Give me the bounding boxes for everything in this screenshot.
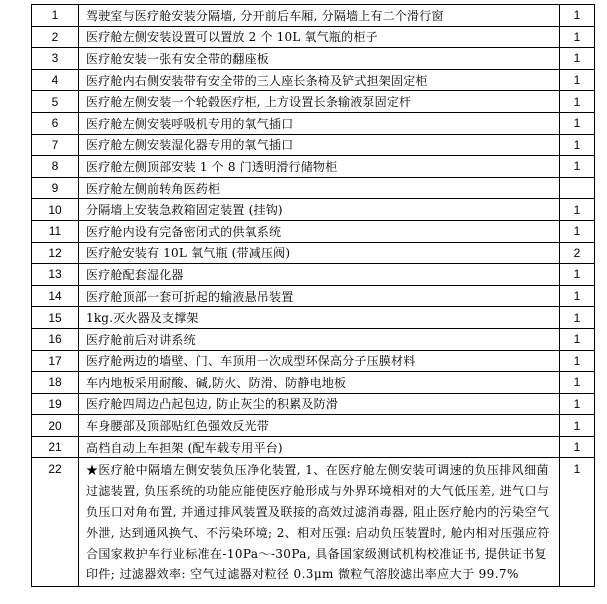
row-number: 21	[32, 436, 79, 458]
row-number: 10	[32, 199, 79, 221]
row-quantity	[560, 177, 595, 199]
row-quantity: 1	[560, 415, 595, 437]
row-quantity: 1	[560, 372, 595, 394]
table-row	[32, 134, 595, 156]
row-description: 分隔墙上安装急救箱固定装置 (挂钩)	[79, 199, 560, 221]
row-number: 7	[32, 134, 79, 156]
row-quantity: 1	[560, 328, 595, 350]
row-quantity: 1	[560, 350, 595, 372]
table-row	[32, 350, 595, 372]
table-row	[32, 328, 595, 350]
row-description: 医疗舱顶部一套可折起的输液悬吊装置	[79, 285, 560, 307]
row-description: 医疗舱两边的墙壁、门、车顶用一次成型环保高分子压膜材料	[79, 350, 560, 372]
row-quantity: 1	[560, 69, 595, 91]
row-description: 医疗舱前后对讲系统	[79, 328, 560, 350]
row-number: 15	[32, 307, 79, 329]
row-description: 医疗舱四周边凸起包边, 防止灰尘的积累及防滑	[79, 393, 560, 415]
row-description: 医疗舱左侧安装设置可以置放 2 个 10L 氧气瓶的柜子	[79, 26, 560, 48]
table-row	[32, 91, 595, 113]
row-number: 14	[32, 285, 79, 307]
row-number: 3	[32, 48, 79, 70]
row-quantity: 1	[560, 91, 595, 113]
table-row	[32, 415, 595, 437]
row-quantity: 2	[560, 242, 595, 264]
row-quantity: 1	[560, 112, 595, 134]
row-quantity: 1	[560, 458, 595, 587]
table-body	[32, 5, 595, 587]
row-description: 医疗舱左侧安装湿化器专用的氧气插口	[79, 134, 560, 156]
row-description: ★医疗舱中隔墙左侧安装负压净化装置, 1、在医疗舱左侧安装可调速的负压排风细菌过滤装置, 负压系统的功能应能使医疗舱形成与外界环境相对的大气低压差, 进气口与负压口对角布置, 并通过排风装置及联接的高效过滤消毒器, 阻止医疗舱内的污染空气外泄, 达到通风换气、不污染环境; 2、相对压强: 启动负压装置时, 舱内相对压强应符合国家救护车行业标准在-10Pa～-30Pa, 具备国家级测试机构校准证书, 提供证书复印件; 过滤器效率: 空气过滤器对粒径 0.3μm 微粒气溶胶滤出率应大于 99.7%	[79, 458, 560, 587]
table-row	[32, 5, 595, 27]
row-number: 5	[32, 91, 79, 113]
row-number: 4	[32, 69, 79, 91]
row-quantity: 1	[560, 26, 595, 48]
row-description: 医疗舱配套湿化器	[79, 264, 560, 286]
row-description: 医疗舱内设有完备密闭式的供氧系统	[79, 220, 560, 242]
row-description: 医疗舱左侧安装一个轮毂医疗柜, 上方设置长条输液泵固定杆	[79, 91, 560, 113]
row-description: 医疗舱内右侧安装带有安全带的三人座长条椅及铲式担架固定柜	[79, 69, 560, 91]
row-description: 车内地板采用耐酸、碱,防火、防滑、防静电地板	[79, 372, 560, 394]
row-quantity: 1	[560, 5, 595, 27]
row-quantity: 1	[560, 199, 595, 221]
equipment-table	[31, 4, 595, 587]
row-number: 18	[32, 372, 79, 394]
table-row	[32, 26, 595, 48]
row-number: 20	[32, 415, 79, 437]
row-description: 医疗舱左侧顶部安装 1 个 8 门透明滑行储物柜	[79, 156, 560, 178]
row-description: 医疗舱安装有 10L 氧气瓶 (带减压阀)	[79, 242, 560, 264]
row-number: 17	[32, 350, 79, 372]
table-row	[32, 393, 595, 415]
row-number: 8	[32, 156, 79, 178]
row-description: 医疗舱安装一张有安全带的翻座板	[79, 48, 560, 70]
row-description: 高档自动上车担架 (配车载专用平台)	[79, 436, 560, 458]
table-row	[32, 307, 595, 329]
row-description: 车身腰部及顶部贴红色强效反光带	[79, 415, 560, 437]
table-row	[32, 458, 595, 587]
row-description: 医疗舱左侧前转角医药柜	[79, 177, 560, 199]
row-quantity: 1	[560, 436, 595, 458]
table-row	[32, 199, 595, 221]
row-number: 6	[32, 112, 79, 134]
table-row	[32, 69, 595, 91]
table-row	[32, 242, 595, 264]
row-number: 12	[32, 242, 79, 264]
row-number: 11	[32, 220, 79, 242]
row-number: 19	[32, 393, 79, 415]
row-number: 9	[32, 177, 79, 199]
row-description: 医疗舱左侧安装呼吸机专用的氧气插口	[79, 112, 560, 134]
row-description: 1kg.灭火器及支撑架	[79, 307, 560, 329]
row-description: 驾驶室与医疗舱安装分隔墙, 分开前后车厢, 分隔墙上有二个滑行窗	[79, 5, 560, 27]
table-row	[32, 177, 595, 199]
row-number: 16	[32, 328, 79, 350]
table-row	[32, 436, 595, 458]
row-quantity: 1	[560, 134, 595, 156]
table-row	[32, 48, 595, 70]
row-quantity: 1	[560, 220, 595, 242]
table-row	[32, 156, 595, 178]
row-quantity: 1	[560, 285, 595, 307]
row-number: 2	[32, 26, 79, 48]
row-quantity: 1	[560, 156, 595, 178]
table-row	[32, 112, 595, 134]
row-quantity: 1	[560, 48, 595, 70]
row-number: 22	[32, 458, 79, 587]
row-quantity: 1	[560, 264, 595, 286]
table-row	[32, 220, 595, 242]
row-number: 1	[32, 5, 79, 27]
row-quantity: 1	[560, 307, 595, 329]
table-row	[32, 264, 595, 286]
row-number: 13	[32, 264, 79, 286]
row-quantity: 1	[560, 393, 595, 415]
table-row	[32, 372, 595, 394]
table-row	[32, 285, 595, 307]
